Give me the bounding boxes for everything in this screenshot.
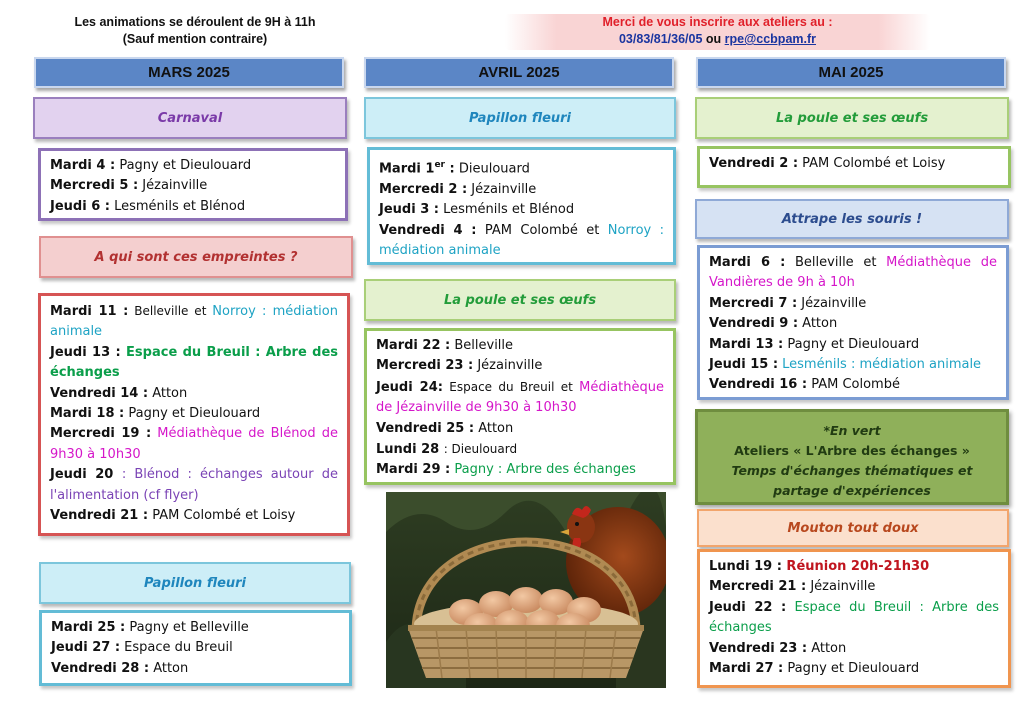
entry-location: Atton — [149, 660, 189, 676]
entry-highlight: Lesménils : médiation animale — [778, 357, 982, 373]
registration-text: Merci de vous inscrire aux ateliers au : — [602, 15, 833, 29]
entry-day: Mardi 1 — [379, 161, 435, 177]
entry-highlight: Espace du Breuil : Arbre des échanges — [709, 599, 999, 636]
entry-day: Mardi 25 : — [51, 620, 126, 635]
entry-highlight: Médiathèque de Blénod de 9h30 à 10h30 — [50, 426, 339, 462]
entry-location: Pagny et Dieulouard — [124, 406, 261, 422]
schedule-entry — [709, 557, 999, 577]
entry-highlight: Pagny : Arbre des échanges — [450, 462, 636, 478]
entry-location: Atton — [807, 640, 847, 656]
entry-location: Lesménils et Blénod — [109, 198, 246, 214]
eggs-basket-illustration — [386, 492, 666, 688]
entry-day: Jeudi 3 : — [379, 202, 439, 218]
schedule-entry — [51, 638, 340, 658]
entry-day: Mardi 6 : — [709, 255, 786, 270]
schedule-entry — [51, 659, 340, 679]
month-header-avril: AVRIL 2025 — [364, 57, 674, 88]
contact-separator: ou — [702, 32, 725, 46]
email-link[interactable]: rpe@ccbpam.fr — [724, 32, 817, 46]
entry-day: Vendredi 14 : — [50, 385, 149, 401]
theme-title-souris: Attrape les souris ! — [695, 199, 1009, 239]
schedule-entry — [50, 465, 338, 506]
hours-exception: (Sauf mention contraire) — [122, 32, 268, 46]
entry-location: Belleville et — [128, 304, 213, 318]
schedule-entry — [50, 301, 338, 343]
schedule-entry — [379, 221, 664, 262]
legend-green-label: *En vert — [823, 423, 881, 438]
entry-highlight: Médiathèque de Vandières de 9h à 10h — [709, 255, 997, 291]
entry-highlight: Norroy : médiation animale — [50, 304, 338, 340]
entry-day-colon: : — [445, 161, 455, 177]
registration-banner — [505, 14, 930, 50]
schedule-entry — [709, 294, 997, 314]
entry-location: Jézainville — [473, 358, 543, 374]
entry-day: Jeudi 20 — [50, 467, 122, 483]
month-header-mars: MARS 2025 — [34, 57, 344, 88]
schedule-note — [40, 14, 350, 48]
entry-highlight: Espace du Breuil : Arbre des échanges — [50, 344, 338, 381]
schedule-entry — [709, 314, 997, 334]
schedule-box-mouton — [697, 549, 1011, 688]
entry-highlight: : Blénod : échanges autour de l'alimentation (cf flyer) — [50, 467, 338, 503]
schedule-entry — [379, 180, 664, 200]
schedule-box-poule-mai — [697, 146, 1011, 188]
entry-location: : Dieulouard — [443, 442, 518, 457]
entry-location: Jézainville — [806, 579, 876, 595]
schedule-box-carnaval — [38, 148, 348, 221]
entry-location: PAM Colombé — [807, 377, 900, 393]
legend-workshop-title: Ateliers « L'Arbre des échanges » — [734, 443, 970, 458]
entry-day: Mardi 29 : — [376, 462, 451, 478]
eggs-basket-photo — [386, 492, 666, 688]
entry-location: Belleville et — [785, 255, 887, 270]
schedule-entry — [50, 424, 338, 465]
entry-day: Jeudi 6 : — [50, 198, 110, 214]
theme-title-poule-mai: La poule et ses œufs — [695, 97, 1009, 139]
schedule-box-empreintes — [38, 293, 350, 536]
entry-day: Mardi 13 : — [709, 336, 784, 352]
theme-title-empreintes: A qui sont ces empreintes ? — [39, 236, 353, 278]
schedule-entry — [709, 375, 997, 395]
entry-day: Mercredi 5 : — [50, 178, 139, 194]
hours-note: Les animations se déroulent de 9H à 11h — [74, 15, 316, 29]
schedule-box-papillon-avril — [367, 147, 676, 265]
schedule-box-souris — [697, 245, 1009, 400]
entry-day: Jeudi 22 : — [709, 599, 787, 615]
entry-day: Mercredi 2 : — [379, 181, 468, 197]
entry-location: Pagny et Belleville — [125, 620, 249, 635]
schedule-entry — [51, 618, 340, 638]
entry-day: Mardi 27 : — [709, 661, 784, 677]
entry-day: Mardi 11 : — [50, 304, 129, 319]
entry-day: Mercredi 21 : — [709, 579, 807, 595]
schedule-entry — [709, 355, 997, 375]
entry-highlight: Médiathèque de Jézainville de 9h30 à 10h30 — [376, 379, 664, 416]
entry-day: Jeudi 15 : — [709, 357, 779, 373]
entry-location: Espace du Breuil et — [442, 379, 580, 394]
schedule-entry — [376, 356, 664, 376]
entry-day: Jeudi 27 : — [51, 640, 121, 656]
entry-location: Jézainville — [797, 295, 867, 311]
entry-day: Mardi 18 : — [50, 406, 125, 422]
entry-highlight: Réunion 20h-21h30 — [781, 559, 930, 574]
schedule-entry — [376, 377, 664, 419]
legend-description-2: partage d'expériences — [773, 483, 931, 498]
phone-number: 03/83/81/36/05 — [618, 32, 703, 46]
schedule-entry — [709, 253, 997, 294]
schedule-entry — [379, 155, 664, 180]
theme-title-papillon-avril: Papillon fleuri — [364, 97, 676, 139]
schedule-entry — [709, 577, 999, 597]
schedule-entry — [709, 335, 997, 355]
schedule-entry — [376, 419, 664, 439]
schedule-entry — [50, 343, 338, 384]
entry-location: PAM Colombé et Loisy — [798, 156, 946, 171]
schedule-entry — [50, 156, 336, 176]
entry-day: Vendredi 21 : — [50, 508, 149, 524]
entry-day: Lundi 28 — [376, 442, 444, 458]
theme-title-mouton: Mouton tout doux — [697, 509, 1009, 547]
entry-location: Pagny et Dieulouard — [783, 336, 920, 352]
entry-location: Jézainville — [467, 181, 537, 197]
entry-day: Vendredi 16 : — [709, 377, 808, 393]
schedule-entry — [709, 639, 999, 659]
schedule-entry — [379, 200, 664, 220]
theme-title-poule-avril: La poule et ses œufs — [364, 279, 676, 321]
entry-day: Vendredi 23 : — [709, 640, 808, 656]
legend-description: Temps d'échanges thématiques et — [731, 463, 973, 478]
schedule-entry — [50, 404, 338, 424]
entry-day: Vendredi 2 : — [709, 156, 799, 171]
schedule-box-papillon-mars — [39, 610, 352, 686]
schedule-entry — [709, 154, 999, 174]
schedule-entry — [376, 336, 664, 356]
legend-note — [695, 409, 1009, 505]
schedule-entry — [709, 659, 999, 679]
entry-day: Vendredi 25 : — [376, 420, 475, 436]
entry-location: Lesménils et Blénod — [438, 202, 575, 218]
entry-day-suffix: er — [434, 160, 445, 170]
schedule-entry — [50, 384, 338, 404]
entry-location: Atton — [474, 420, 514, 436]
entry-location: Atton — [148, 385, 188, 401]
entry-location: Jézainville — [138, 178, 208, 194]
schedule-entry — [376, 439, 664, 460]
month-header-mai: MAI 2025 — [696, 57, 1006, 88]
entry-location: Espace du Breuil — [120, 640, 233, 656]
schedule-entry — [50, 506, 338, 526]
entry-highlight: Norroy : médiation animale — [379, 222, 664, 258]
schedule-box-poule-avril — [364, 328, 676, 485]
schedule-entry — [50, 176, 336, 196]
entry-day: Vendredi 9 : — [709, 316, 799, 332]
entry-location: PAM Colombé et — [476, 222, 608, 238]
theme-title-carnaval: Carnaval — [33, 97, 347, 139]
entry-day: Vendredi 4 : — [379, 222, 477, 238]
entry-day: Lundi 19 : — [709, 559, 782, 574]
schedule-entry — [709, 598, 999, 639]
entry-day: Mardi 4 : — [50, 158, 116, 173]
entry-location: PAM Colombé et Loisy — [148, 508, 296, 524]
entry-location: Pagny et Dieulouard — [115, 158, 252, 173]
entry-location: Dieulouard — [454, 161, 530, 177]
entry-location: Atton — [798, 316, 838, 332]
entry-day: Mercredi 23 : — [376, 358, 474, 374]
schedule-entry — [376, 460, 664, 480]
schedule-entry — [50, 197, 336, 217]
entry-day: Mardi 22 : — [376, 338, 451, 353]
entry-day: Vendredi 28 : — [51, 660, 150, 676]
entry-day: Jeudi 13 : — [50, 344, 121, 360]
theme-title-papillon-mars: Papillon fleuri — [39, 562, 351, 604]
contact-line — [505, 31, 930, 48]
entry-day: Mercredi 7 : — [709, 295, 798, 311]
entry-location: Pagny et Dieulouard — [783, 661, 920, 677]
entry-day: Jeudi 24: — [376, 379, 443, 395]
entry-location: Belleville — [450, 338, 514, 353]
entry-day: Mercredi 19 : — [50, 426, 152, 442]
